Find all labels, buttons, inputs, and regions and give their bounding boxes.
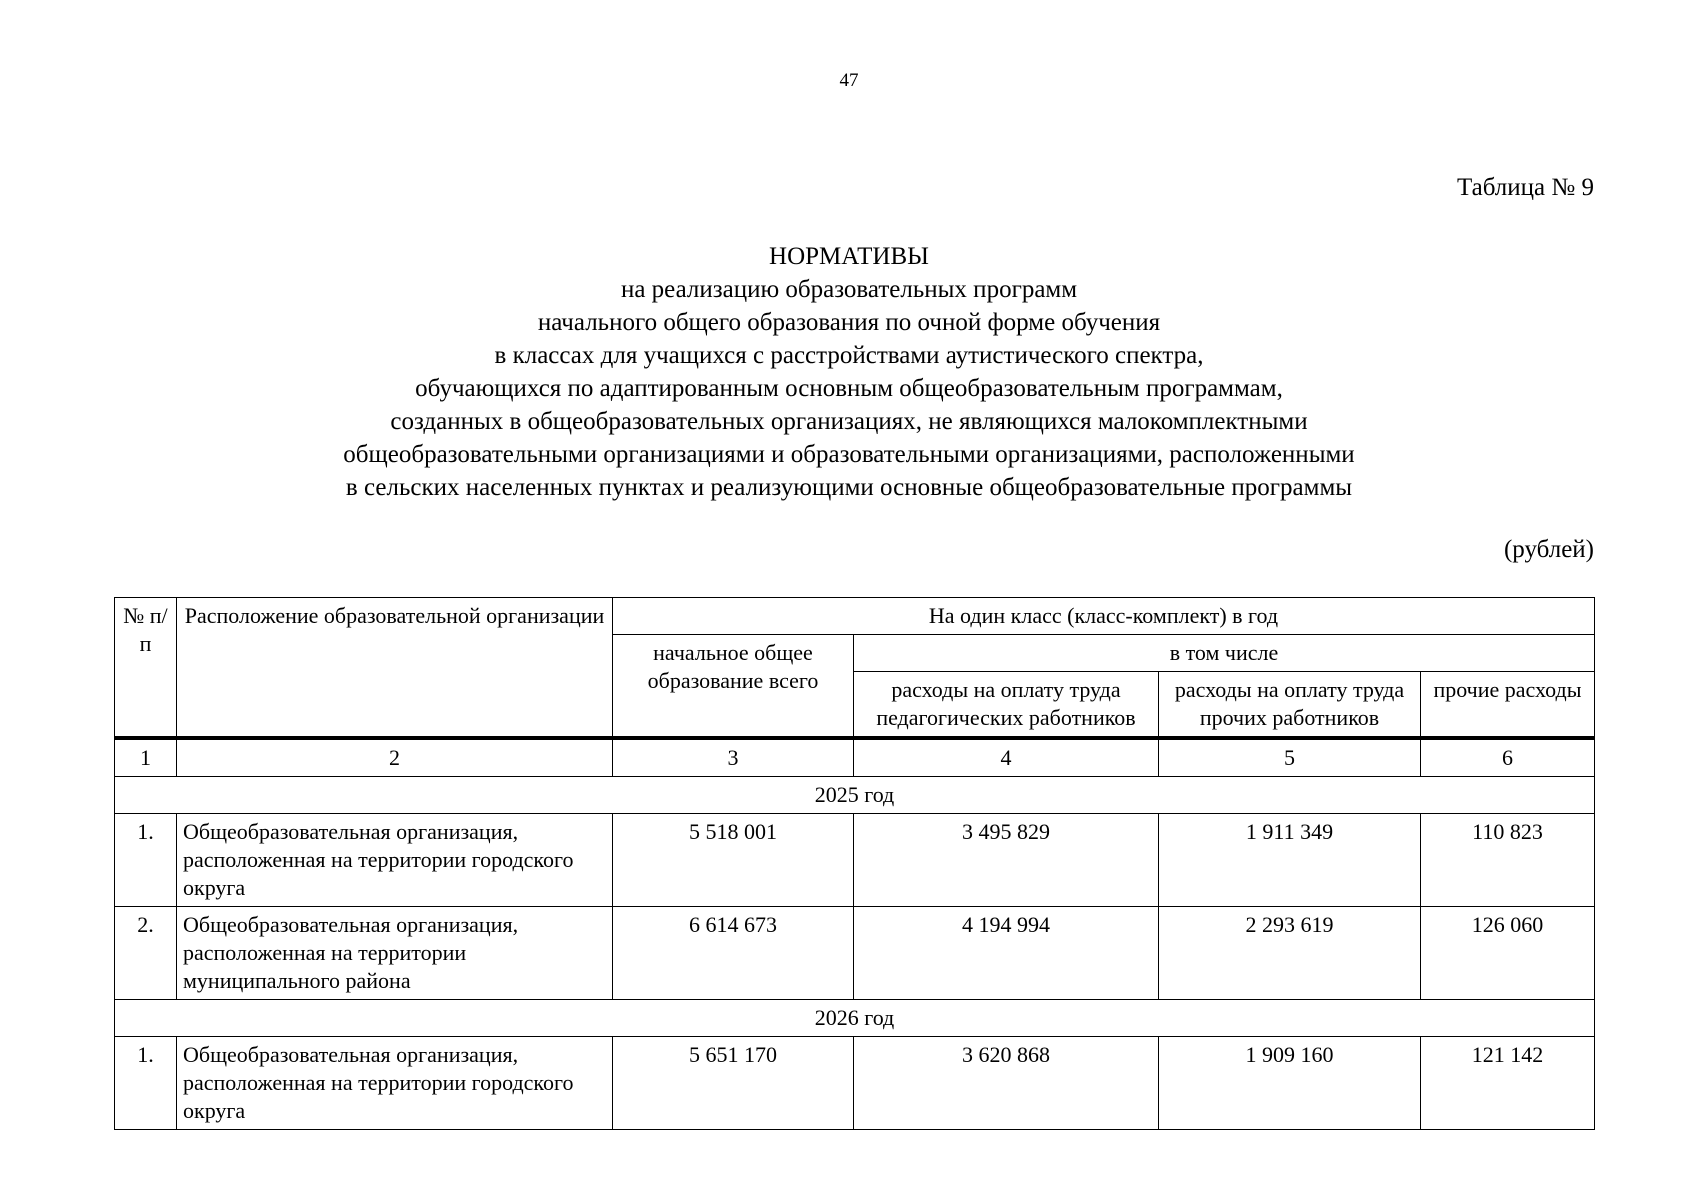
cell-num: 1.	[115, 814, 177, 907]
cell-other-costs: 110 823	[1421, 814, 1595, 907]
norms-table	[114, 597, 1595, 1130]
subtitle-line: обучающихся по адаптированным основным общеобразовательным программам,	[415, 375, 1283, 402]
cell-total: 6 614 673	[613, 907, 854, 1000]
cell-other-costs: 121 142	[1421, 1037, 1595, 1130]
document-title: НОРМАТИВЫ	[769, 243, 929, 270]
cell-location: Общеобразовательная организация, расположенная на территории городского округа	[177, 814, 613, 907]
year-row	[115, 1000, 1595, 1037]
subtitle-line: начального общего образования по очной форме обучения	[537, 309, 1161, 336]
cell-num: 2.	[115, 907, 177, 1000]
document-title-block	[0, 240, 1698, 504]
year-row	[115, 777, 1595, 814]
column-number: 5	[1159, 738, 1421, 777]
cell-other-salary: 1 909 160	[1159, 1037, 1421, 1130]
year-label: 2025 год	[115, 777, 1595, 814]
subtitle-line: в классах для учащихся с расстройствами аутистического спектра,	[494, 342, 1204, 369]
year-label: 2026 год	[115, 1000, 1595, 1037]
header-including: в том числе	[854, 635, 1595, 672]
subtitle-line: общеобразовательными организациями и образовательными организациями, расположенными	[343, 441, 1355, 468]
units-label: (рублей)	[1503, 536, 1594, 563]
header-total: начальное общее образование всего	[613, 635, 854, 739]
cell-ped-salary: 4 194 994	[854, 907, 1159, 1000]
header-num: № п/п	[115, 598, 177, 739]
header-location: Расположение образовательной организации	[177, 598, 613, 739]
table-row	[115, 1037, 1595, 1130]
cell-other-salary: 2 293 619	[1159, 907, 1421, 1000]
cell-ped-salary: 3 620 868	[854, 1037, 1159, 1130]
cell-other-costs: 126 060	[1421, 907, 1595, 1000]
column-number: 3	[613, 738, 854, 777]
cell-total: 5 651 170	[613, 1037, 854, 1130]
cell-location: Общеобразовательная организация, расположенная на территории муниципального района	[177, 907, 613, 1000]
header-per-class: На один класс (класс-комплект) в год	[613, 598, 1595, 635]
table-row	[115, 814, 1595, 907]
table-row	[115, 907, 1595, 1000]
header-other-costs: прочие расходы	[1421, 672, 1595, 739]
header-ped-salary: расходы на оплату труда педагогических работников	[854, 672, 1159, 739]
column-number: 2	[177, 738, 613, 777]
cell-location: Общеобразовательная организация, расположенная на территории городского округа	[177, 1037, 613, 1130]
subtitle-line: на реализацию образовательных программ	[620, 276, 1078, 303]
cell-total: 5 518 001	[613, 814, 854, 907]
cell-ped-salary: 3 495 829	[854, 814, 1159, 907]
subtitle-line: созданных в общеобразовательных организациях, не являющихся малокомплектными	[390, 408, 1308, 435]
column-number: 4	[854, 738, 1159, 777]
page-number: 47	[839, 70, 859, 91]
column-number: 6	[1421, 738, 1595, 777]
cell-num: 1.	[115, 1037, 177, 1130]
column-number: 1	[115, 738, 177, 777]
table-caption: Таблица № 9	[1456, 174, 1594, 201]
header-other-salary: расходы на оплату труда прочих работников	[1159, 672, 1421, 739]
subtitle-line: в сельских населенных пунктах и реализующими основные общеобразовательные программы	[345, 474, 1353, 501]
column-numbers-row	[115, 738, 1595, 777]
cell-other-salary: 1 911 349	[1159, 814, 1421, 907]
